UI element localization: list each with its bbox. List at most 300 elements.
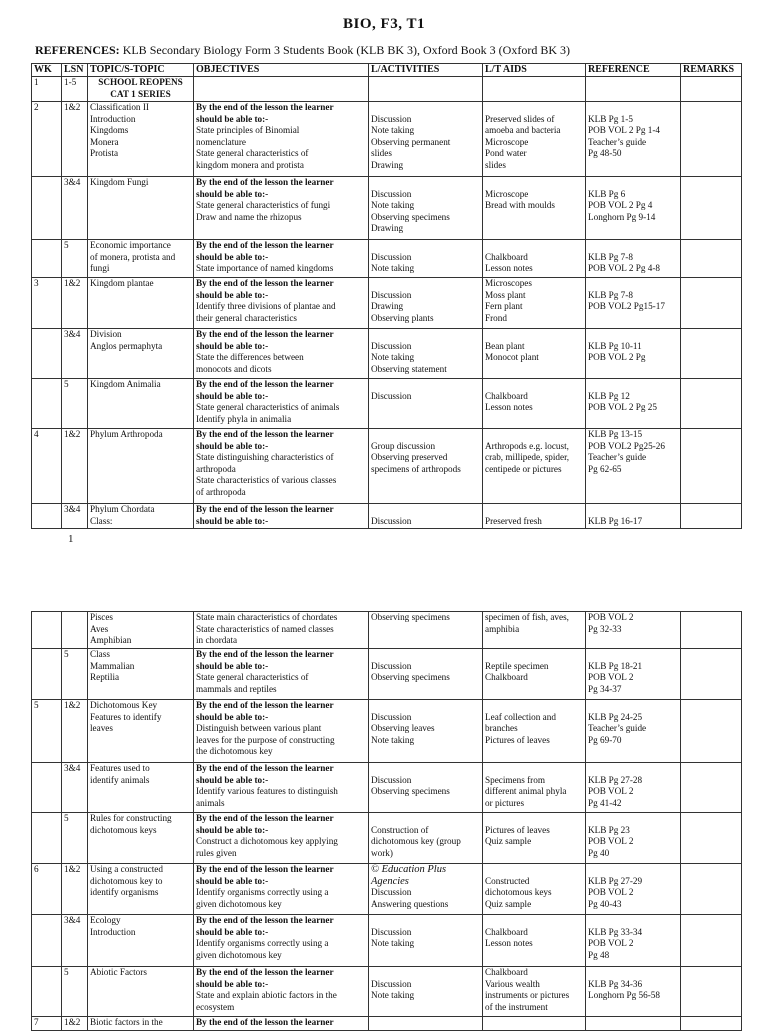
aid-line: Fern plant: [485, 301, 523, 311]
objective-line: ecosystem: [196, 1001, 235, 1012]
activity-line: Discussion: [371, 887, 412, 897]
table-row: [32, 649, 742, 700]
cell-remarks: [681, 915, 742, 967]
aid-line: Monocot plant: [485, 352, 539, 362]
cell-lsn: 1&2: [62, 700, 88, 763]
activity-line: Discussion: [371, 774, 412, 785]
reference-line: KLB Pg 12: [588, 390, 630, 401]
reference-line: Pg 48: [588, 949, 610, 960]
cell-wk: [32, 967, 62, 1017]
objective-lead: should be able to:-: [196, 660, 269, 671]
cell-aids: [483, 329, 586, 379]
activity-line: Note taking: [371, 125, 415, 135]
references-line: [35, 43, 570, 58]
objective-line: Identify organisms correctly using a: [196, 887, 329, 897]
objective-lead: By the end of the lesson the learner: [196, 429, 334, 439]
reference-line: POB VOL 2: [588, 887, 634, 897]
topic-line: SCHOOL REOPENS: [98, 77, 183, 87]
cell-activities: [369, 612, 483, 649]
cell-lsn: 3&4: [62, 329, 88, 379]
reference-line: Teacher’s guide: [588, 452, 647, 462]
objective-lead: By the end of the lesson the learner: [196, 177, 334, 187]
activity-line: Observing specimens: [371, 672, 450, 682]
cell-lsn: 5: [62, 967, 88, 1017]
activity-line: work): [371, 847, 393, 858]
activity-line: Note taking: [371, 990, 415, 1000]
table-row: [32, 379, 742, 429]
header-objectives: OBJECTIVES: [194, 64, 369, 77]
aid-line: specimen of fish, aves,: [485, 612, 569, 622]
objective-line: State and explain abiotic factors in the: [196, 990, 337, 1000]
reference-line: KLB Pg 13-15: [588, 429, 643, 439]
objective-lead: should be able to:-: [196, 289, 269, 300]
cell-remarks: [681, 612, 742, 649]
cell-topic: [88, 329, 194, 379]
aid-line: Chalkboard: [485, 251, 528, 262]
objective-line: State characteristics of named classes: [196, 623, 334, 634]
header-wk: WK: [32, 64, 62, 77]
cell-objectives: [194, 915, 369, 967]
cell-activities: [369, 700, 483, 763]
objective-line: nomenclature: [196, 136, 246, 147]
header-lsn: LSN: [62, 64, 88, 77]
cell-topic: [88, 915, 194, 967]
activity-line: Note taking: [371, 938, 415, 948]
aid-line: Arthropods e.g. locust,: [485, 440, 569, 451]
cell-wk: 5: [32, 700, 62, 763]
watermark-line: Agencies: [371, 875, 409, 887]
objective-line: of arthropoda: [196, 486, 246, 497]
objective-line: State importance of named kingdoms: [196, 263, 334, 273]
reference-line: POB VOL2 Pg25-26: [588, 440, 665, 451]
activity-line: Discussion: [371, 515, 412, 526]
cell-objectives: [194, 77, 369, 102]
header-topic: TOPIC/S-TOPIC: [88, 64, 194, 77]
topic-line: Abiotic Factors: [90, 967, 147, 977]
cell-remarks: [681, 813, 742, 864]
cell-reference: [586, 102, 681, 177]
aid-line: Chalkboard: [485, 926, 528, 937]
cell-lsn: 3&4: [62, 915, 88, 967]
activity-line: Discussion: [371, 711, 412, 722]
cell-aids: [483, 278, 586, 329]
table-row: [32, 177, 742, 240]
cell-reference: [586, 864, 681, 915]
objective-line: their general characteristics: [196, 312, 298, 323]
topic-line: Introduction: [90, 926, 136, 937]
reference-line: KLB Pg 18-21: [588, 660, 643, 671]
objective-lead: should be able to:-: [196, 875, 269, 886]
aid-line: Pond water: [485, 148, 527, 158]
activity-line: Discussion: [371, 926, 412, 937]
cell-topic: [88, 612, 194, 649]
cell-wk: 3: [32, 278, 62, 329]
aid-line: Preserved slides of: [485, 113, 555, 124]
cell-activities: [369, 864, 483, 915]
topic-line: Reptilia: [90, 672, 120, 682]
cell-wk: 6: [32, 864, 62, 915]
activity-line: Discussion: [371, 340, 412, 351]
topic-line: identify animals: [90, 774, 150, 785]
objective-line: Construct a dichotomous key applying: [196, 836, 338, 846]
objective-line: monocots and dicots: [196, 363, 272, 374]
objective-line: the dichotomous key: [196, 746, 273, 756]
topic-line: Using a constructed: [90, 864, 163, 874]
reference-line: KLB Pg 16-17: [588, 515, 643, 526]
cell-objectives: [194, 612, 369, 649]
objective-line: rules given: [196, 847, 237, 858]
objective-line: Draw and name the rhizopus: [196, 211, 302, 222]
reference-line: Pg 32-33: [588, 623, 622, 634]
cell-lsn: 1&2: [62, 102, 88, 177]
cell-activities: [369, 329, 483, 379]
objective-lead: By the end of the lesson the learner: [196, 700, 334, 710]
topic-line: Economic importance: [90, 240, 171, 250]
objective-lead: By the end of the lesson the learner: [196, 763, 334, 773]
activity-line: Observing specimens: [371, 786, 450, 796]
header-activities: L/ACTIVITIES: [369, 64, 483, 77]
reference-line: KLB Pg 27-29: [588, 875, 643, 886]
reference-line: Teacher’s guide: [588, 136, 647, 147]
watermark-line: © Education Plus: [371, 864, 447, 875]
topic-line: Monera: [90, 136, 119, 147]
objective-lead: By the end of the lesson the learner: [196, 1017, 334, 1027]
cell-reference: [586, 240, 681, 278]
cell-lsn: 1&2: [62, 864, 88, 915]
activity-line: Discussion: [371, 113, 412, 124]
objective-lead: By the end of the lesson the learner: [196, 813, 334, 823]
cell-aids: [483, 864, 586, 915]
topic-line: Kingdom Animalia: [90, 379, 161, 389]
aid-line: amphibia: [485, 623, 520, 634]
reference-line: POB VOL 2 Pg 1-4: [588, 125, 660, 135]
cell-activities: [369, 240, 483, 278]
aid-line: dichotomous keys: [485, 887, 552, 897]
aid-line: Quiz sample: [485, 836, 532, 846]
cell-lsn: 5: [62, 240, 88, 278]
cell-objectives: [194, 504, 369, 529]
aid-line: of the instrument: [485, 1001, 548, 1012]
objective-lead: By the end of the lesson the learner: [196, 240, 334, 250]
topic-line: leaves: [90, 723, 113, 733]
reference-line: POB VOL 2: [588, 672, 634, 682]
objective-lead: By the end of the lesson the learner: [196, 329, 334, 339]
cell-remarks: [681, 177, 742, 240]
objective-lead: By the end of the lesson the learner: [196, 379, 334, 389]
header-remarks: REMARKS: [681, 64, 742, 77]
cell-reference: [586, 77, 681, 102]
cell-topic: [88, 864, 194, 915]
cell-wk: [32, 612, 62, 649]
objective-line: kingdom monera and protista: [196, 159, 304, 170]
objective-line: Identify three divisions of plantae and: [196, 301, 336, 311]
cell-activities: [369, 177, 483, 240]
reference-line: POB VOL 2 Pg 25: [588, 402, 657, 412]
activity-line: Observing plants: [371, 312, 434, 323]
table-row: [32, 429, 742, 504]
objective-lead: By the end of the lesson the learner: [196, 967, 334, 977]
topic-line: Kingdom Fungi: [90, 177, 149, 187]
activity-line: Discussion: [371, 289, 412, 300]
cell-remarks: [681, 102, 742, 177]
aid-line: Moss plant: [485, 289, 526, 300]
cell-lsn: 1&2: [62, 278, 88, 329]
objective-line: State main characteristics of chordates: [196, 612, 338, 622]
scheme-table-page-1: [31, 63, 742, 529]
topic-line: Division: [90, 329, 122, 339]
reference-line: KLB Pg 34-36: [588, 978, 643, 989]
cell-activities: [369, 649, 483, 700]
objective-line: animals: [196, 797, 225, 808]
reference-line: KLB Pg 23: [588, 824, 630, 835]
activity-line: Discussion: [371, 390, 412, 401]
topic-line: Class: [90, 649, 110, 659]
cell-topic: [88, 379, 194, 429]
topic-line: Phylum Arthropoda: [90, 429, 163, 439]
table-row: [32, 864, 742, 915]
cell-objectives: [194, 329, 369, 379]
activity-line: Discussion: [371, 978, 412, 989]
aid-line: Chalkboard: [485, 672, 528, 682]
cell-activities: [369, 504, 483, 529]
cell-remarks: [681, 329, 742, 379]
cell-activities: [369, 379, 483, 429]
activity-line: Note taking: [371, 263, 415, 273]
aid-line: Various wealth: [485, 978, 540, 989]
reference-line: POB VOL 2 Pg 4: [588, 200, 653, 210]
aid-line: instruments or pictures: [485, 990, 570, 1000]
topic-line: Pisces: [90, 612, 113, 622]
activity-line: slides: [371, 148, 392, 158]
cell-activities: [369, 763, 483, 813]
reference-line: KLB Pg 10-11: [588, 340, 642, 351]
reference-line: Pg 41-42: [588, 797, 622, 808]
objective-lead: should be able to:-: [196, 440, 269, 451]
aid-line: Preserved fresh: [485, 515, 542, 526]
aid-line: Chalkboard: [485, 390, 528, 401]
reference-line: POB VOL 2: [588, 836, 634, 846]
cell-objectives: [194, 813, 369, 864]
cell-activities: [369, 967, 483, 1017]
cell-aids: [483, 915, 586, 967]
activity-line: Discussion: [371, 251, 412, 262]
reference-line: KLB Pg 24-25: [588, 711, 643, 722]
cell-remarks: [681, 700, 742, 763]
cell-objectives: [194, 649, 369, 700]
cell-aids: [483, 379, 586, 429]
objective-lead: By the end of the lesson the learner: [196, 864, 334, 874]
objective-line: mammals and reptiles: [196, 683, 277, 694]
topic-line: Aves: [90, 623, 109, 634]
cell-aids: [483, 504, 586, 529]
cell-topic: [88, 813, 194, 864]
objective-lead: By the end of the lesson the learner: [196, 649, 334, 659]
cell-aids: [483, 77, 586, 102]
cell-aids: [483, 102, 586, 177]
objective-lead: should be able to:-: [196, 515, 269, 526]
activity-line: Drawing: [371, 223, 404, 233]
table-row: [32, 967, 742, 1017]
cell-wk: [32, 177, 62, 240]
objective-line: State general characteristics of: [196, 672, 309, 682]
cell-topic: [88, 240, 194, 278]
cell-aids: [483, 649, 586, 700]
topic-line: Classification II: [90, 102, 149, 112]
aid-line: slides: [485, 159, 506, 170]
activity-line: Group discussion: [371, 440, 436, 451]
cell-objectives: [194, 379, 369, 429]
aid-line: centipede or pictures: [485, 463, 562, 474]
activity-line: specimens of arthropods: [371, 463, 461, 474]
aid-line: branches: [485, 723, 518, 733]
objective-lead: should be able to:-: [196, 926, 269, 937]
cell-activities: [369, 102, 483, 177]
cell-aids: [483, 177, 586, 240]
cell-objectives: [194, 177, 369, 240]
cell-reference: [586, 177, 681, 240]
cell-aids: [483, 612, 586, 649]
topic-line: Dichotomous Key: [90, 700, 158, 710]
topic-line: of monera, protista and: [90, 251, 176, 262]
activity-line: Answering questions: [371, 898, 449, 909]
topic-line: identify organisms: [90, 887, 159, 897]
reference-line: KLB Pg 6: [588, 188, 626, 199]
cell-lsn: 3&4: [62, 763, 88, 813]
cell-objectives: [194, 240, 369, 278]
reference-line: KLB Pg 1-5: [588, 113, 633, 124]
topic-line: Protista: [90, 148, 119, 158]
aid-line: Reptile specimen: [485, 660, 549, 671]
activity-line: Observing statement: [371, 363, 447, 374]
cell-lsn: 5: [62, 649, 88, 700]
cell-topic: [88, 177, 194, 240]
aid-line: Chalkboard: [485, 967, 528, 977]
objective-line: State general characteristics of: [196, 148, 309, 158]
activity-line: Discussion: [371, 188, 412, 199]
cell-objectives: [194, 967, 369, 1017]
reference-line: POB VOL 2 Pg: [588, 352, 646, 362]
cell-wk: 1: [32, 77, 62, 102]
table-row: [32, 612, 742, 649]
aid-line: Constructed: [485, 875, 530, 886]
reference-line: Longhorn Pg 56-58: [588, 990, 660, 1000]
objective-lead: should be able to:-: [196, 340, 269, 351]
cell-objectives: [194, 278, 369, 329]
objective-lead: should be able to:-: [196, 390, 269, 401]
objective-lead: should be able to:-: [196, 774, 269, 785]
objective-lead: should be able to:-: [196, 251, 269, 262]
cell-reference: [586, 763, 681, 813]
references-text: KLB Secondary Biology Form 3 Students Book (KLB BK 3), Oxford Book 3 (Oxford BK 3): [119, 43, 570, 57]
cell-wk: [32, 240, 62, 278]
objective-lead: By the end of the lesson the learner: [196, 915, 334, 925]
activity-line: Note taking: [371, 200, 415, 210]
cell-topic: [88, 429, 194, 504]
cell-lsn: 1&2: [62, 429, 88, 504]
activity-line: Observing leaves: [371, 723, 435, 733]
objective-lead: By the end of the lesson the learner: [196, 102, 334, 112]
reference-line: POB VOL2 Pg15-17: [588, 301, 665, 311]
table-row: [32, 102, 742, 177]
objective-lead: should be able to:-: [196, 824, 269, 835]
objective-lead: should be able to:-: [196, 711, 269, 722]
activity-line: Construction of: [371, 824, 429, 835]
cell-remarks: [681, 379, 742, 429]
cell-remarks: [681, 864, 742, 915]
cell-lsn: 3&4: [62, 504, 88, 529]
cell-topic: [88, 102, 194, 177]
aid-line: different animal phyla: [485, 786, 567, 796]
cell-wk: [32, 329, 62, 379]
cell-wk: 7: [32, 1017, 62, 1031]
cell-aids: [483, 813, 586, 864]
activity-line: Note taking: [371, 734, 415, 745]
objective-lead: By the end of the lesson the learner: [196, 504, 334, 514]
topic-line: Amphibian: [90, 635, 132, 645]
cell-reference: [586, 915, 681, 967]
topic-line: Kingdom plantae: [90, 278, 154, 288]
cell-topic: [88, 649, 194, 700]
header-aids: L/T AIDS: [483, 64, 586, 77]
topic-line: Mammalian: [90, 660, 135, 671]
cell-reference: [586, 379, 681, 429]
cell-remarks: [681, 967, 742, 1017]
activity-line: Drawing: [371, 301, 404, 311]
cell-remarks: [681, 77, 742, 102]
cell-wk: 2: [32, 102, 62, 177]
cell-lsn: 1-5: [62, 77, 88, 102]
objective-line: arthropoda: [196, 463, 236, 474]
aid-line: Bread with moulds: [485, 200, 555, 210]
objective-lead: should be able to:-: [196, 978, 269, 989]
cell-remarks: [681, 429, 742, 504]
topic-line: Ecology: [90, 915, 121, 925]
objective-line: State distinguishing characteristics of: [196, 452, 334, 462]
header-reference: REFERENCE: [586, 64, 681, 77]
aid-line: Microscopes: [485, 278, 532, 288]
table-row: [32, 278, 742, 329]
cell-wk: 4: [32, 429, 62, 504]
topic-line: Biotic factors in the: [90, 1017, 163, 1027]
cell-lsn: 5: [62, 379, 88, 429]
aid-line: Quiz sample: [485, 898, 532, 909]
reference-line: Pg 40-43: [588, 898, 622, 909]
aid-line: Frond: [485, 312, 507, 323]
cell-reference: [586, 612, 681, 649]
reference-line: Pg 69-70: [588, 734, 622, 745]
activity-line: Observing specimens: [371, 211, 450, 222]
aid-line: Microscope: [485, 188, 529, 199]
cell-reference: [586, 649, 681, 700]
aid-line: crab, millipede, spider,: [485, 452, 570, 462]
topic-line: dichotomous keys: [90, 824, 157, 835]
table-header-row: [32, 64, 742, 77]
reference-line: POB VOL 2: [588, 938, 634, 948]
aid-line: Pictures of leaves: [485, 734, 550, 745]
cell-lsn: [62, 612, 88, 649]
cell-wk: [32, 915, 62, 967]
reference-line: Pg 48-50: [588, 148, 622, 158]
activity-line: dichotomous key (group: [371, 836, 461, 846]
cell-remarks: [681, 278, 742, 329]
aid-line: Lesson notes: [485, 263, 533, 273]
objective-line: Identify various features to distinguish: [196, 786, 338, 796]
topic-line: Rules for constructing: [90, 813, 172, 823]
aid-line: or pictures: [485, 797, 525, 808]
cell-topic: [88, 504, 194, 529]
table-row: [32, 813, 742, 864]
topic-line: Kingdoms: [90, 125, 129, 135]
